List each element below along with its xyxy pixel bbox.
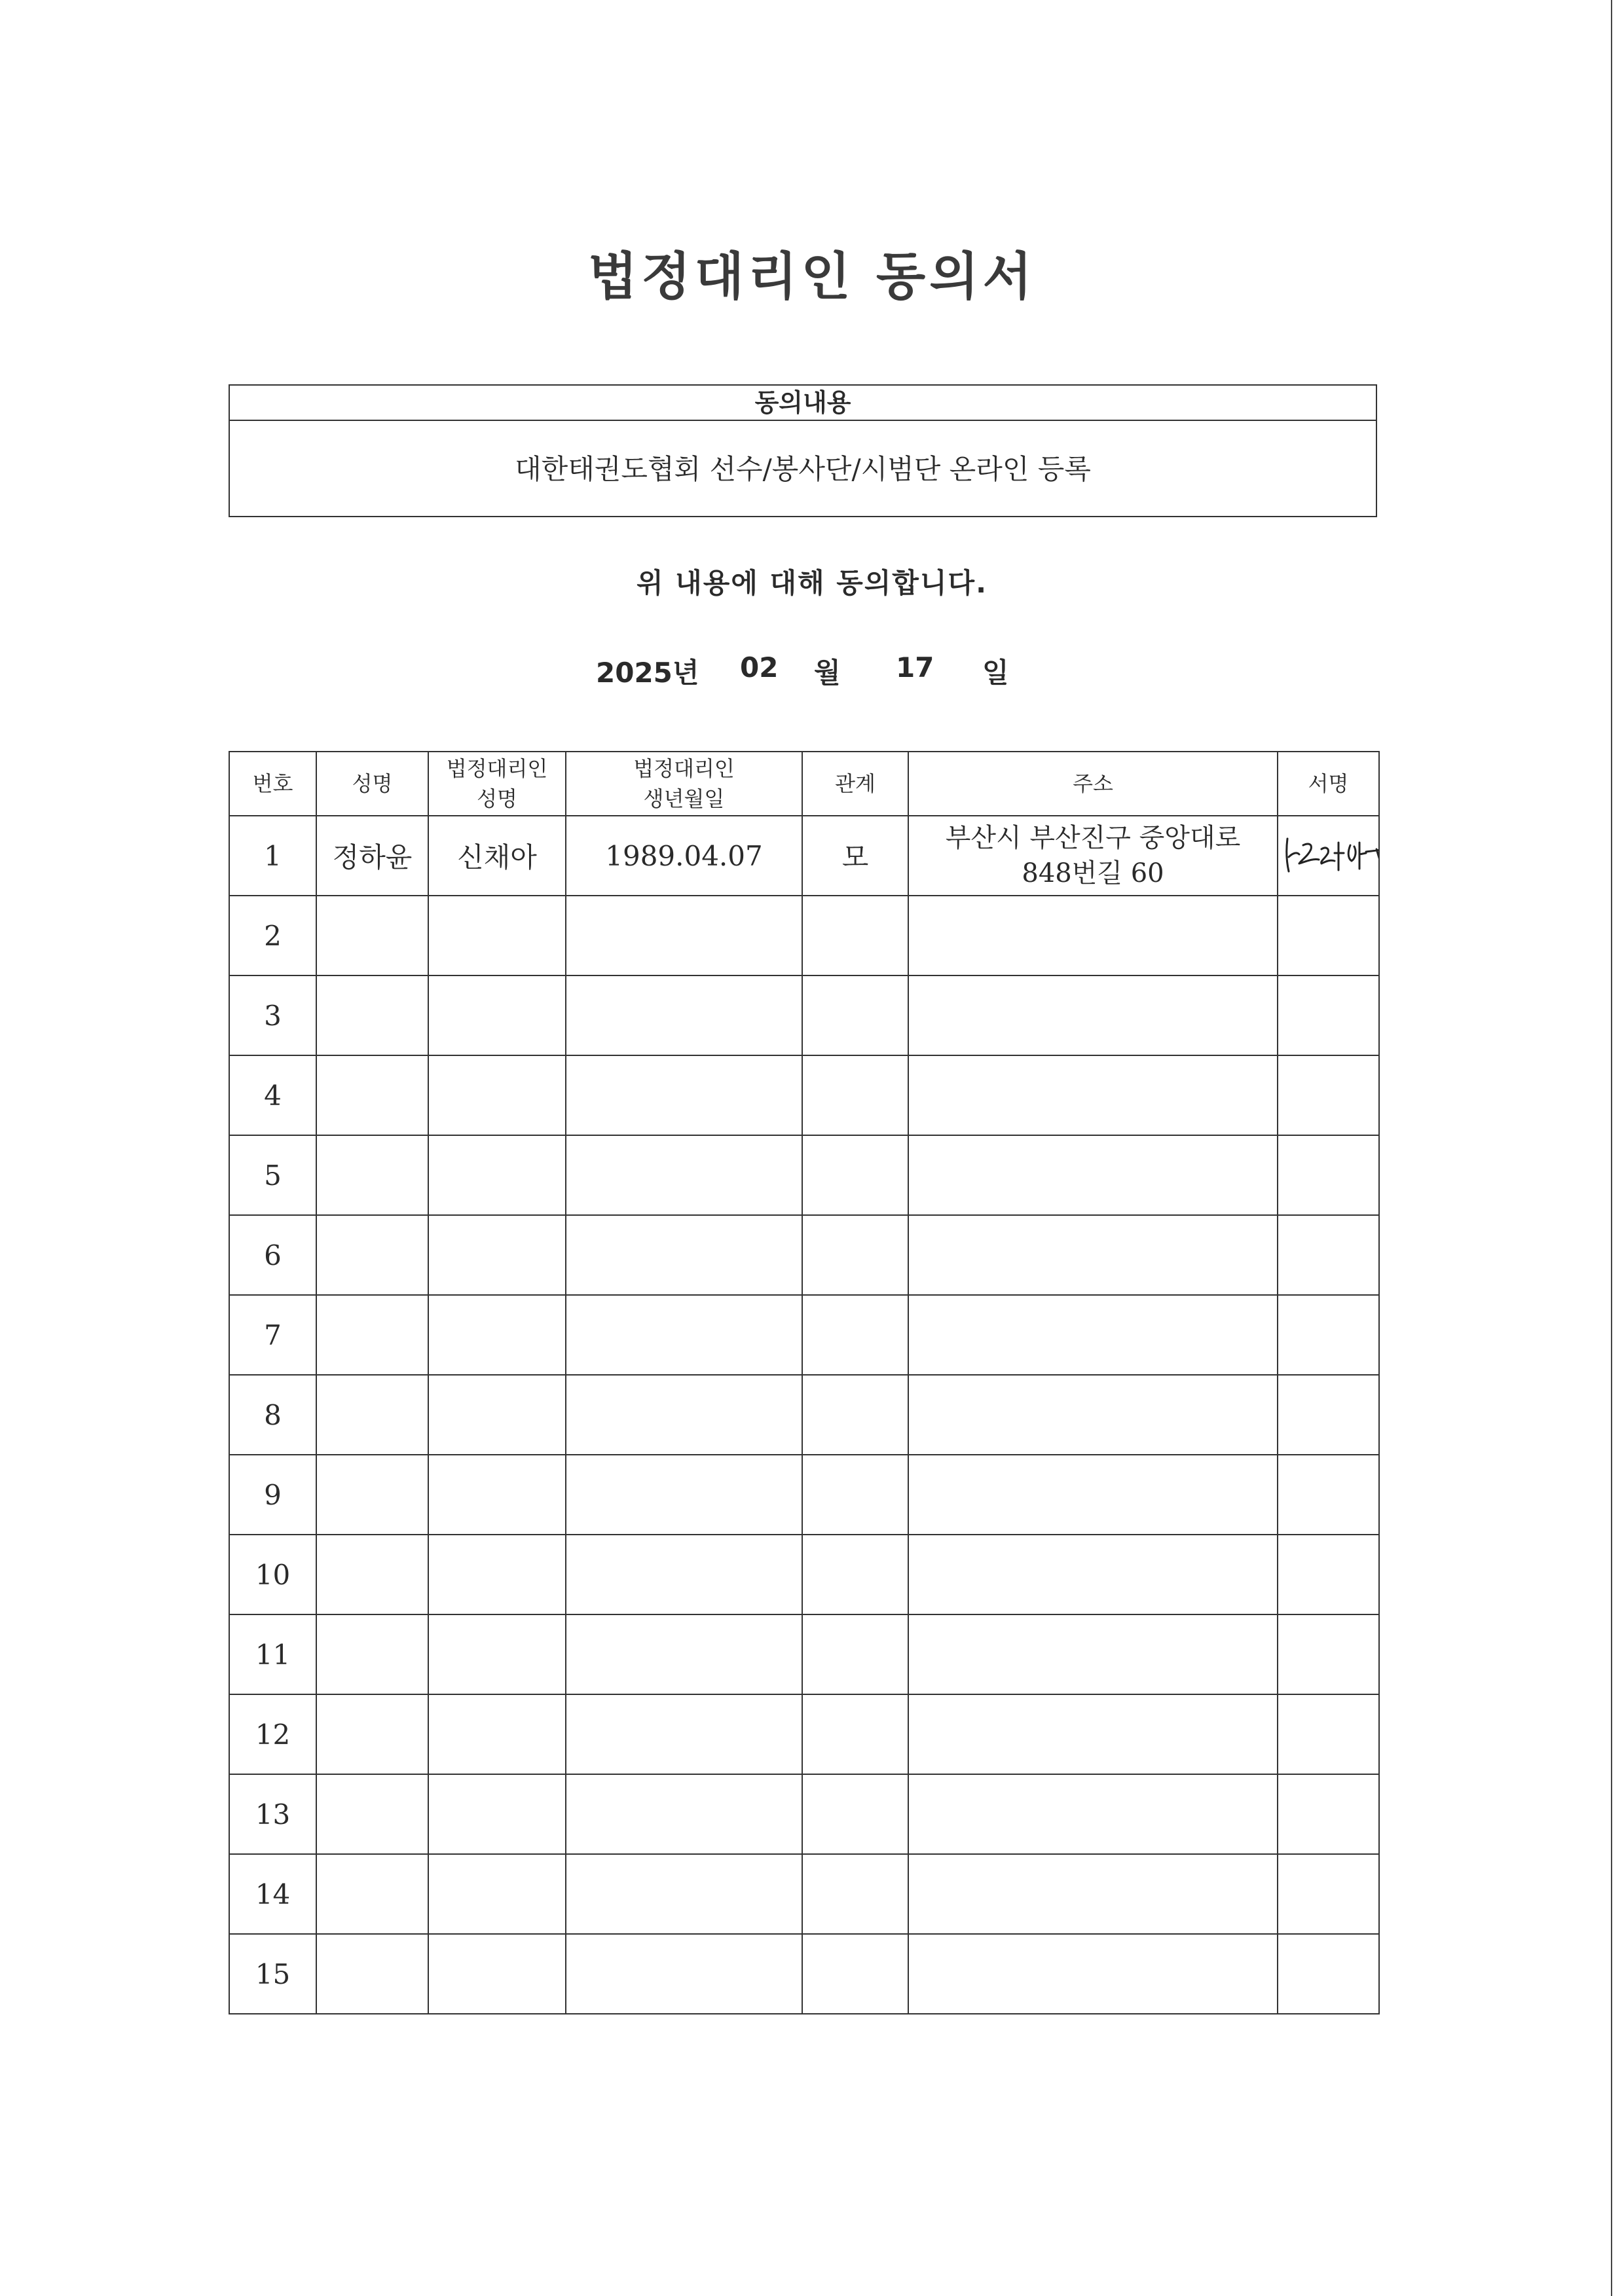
cell-guardian-name — [428, 896, 566, 975]
col-header-name-label: 성명 — [352, 771, 393, 796]
table-row — [229, 1535, 1379, 1614]
cell-address-text: 부산시 부산진구 중앙대로 848번길 60 — [945, 823, 1241, 888]
cell-no-text: 4 — [264, 1079, 282, 1112]
col-header-guardian-birth-label: 법정대리인 생년월일 — [633, 756, 735, 811]
cell-address — [908, 1774, 1278, 1854]
cell-no — [229, 1854, 316, 1934]
cell-name-text: 정하윤 — [332, 841, 413, 873]
cell-relation — [802, 1774, 908, 1854]
cell-relation — [802, 1215, 908, 1295]
cell-signature — [1278, 1295, 1379, 1375]
col-header-guardian-birth — [566, 752, 802, 816]
cell-name — [316, 1055, 428, 1135]
cell-no-text: 5 — [264, 1159, 282, 1192]
cell-no-text: 13 — [255, 1798, 291, 1831]
cell-name — [316, 816, 428, 896]
cell-guardian-name — [428, 975, 566, 1055]
cell-guardian-birth — [566, 975, 802, 1055]
col-header-guardian-name — [428, 752, 566, 816]
agreement-statement: 위 내용에 대해 동의합니다. — [636, 567, 988, 599]
cell-signature — [1278, 1854, 1379, 1934]
cell-name — [316, 1694, 428, 1774]
cell-name — [316, 896, 428, 975]
cell-guardian-name — [428, 1295, 566, 1375]
consent-header: 동의내용 — [230, 386, 1376, 421]
cell-relation — [802, 1535, 908, 1614]
cell-guardian-name — [428, 1614, 566, 1694]
date-month-unit: 월 — [814, 657, 841, 689]
col-header-signature-label: 서명 — [1308, 771, 1349, 796]
cell-address — [908, 816, 1278, 896]
cell-address — [908, 1535, 1278, 1614]
date-line — [0, 651, 1624, 691]
cell-guardian-birth — [566, 1614, 802, 1694]
cell-guardian-birth — [566, 1535, 802, 1614]
cell-name — [316, 1934, 428, 2014]
cell-guardian-name — [428, 1215, 566, 1295]
table-row — [229, 1614, 1379, 1694]
cell-no — [229, 1215, 316, 1295]
consent-box — [229, 384, 1377, 517]
cell-no — [229, 1455, 316, 1535]
cell-no — [229, 1774, 316, 1854]
cell-signature — [1278, 1774, 1379, 1854]
table-row — [229, 816, 1379, 896]
cell-guardian-name — [428, 1375, 566, 1455]
cell-relation — [802, 1375, 908, 1455]
col-header-address — [908, 752, 1278, 816]
table-row — [229, 1774, 1379, 1854]
table-row — [229, 1055, 1379, 1135]
page-title: 법정대리인 동의서 — [588, 247, 1036, 306]
cell-guardian-birth — [566, 1934, 802, 2014]
cell-guardian-name — [428, 1455, 566, 1535]
cell-no — [229, 1055, 316, 1135]
cell-address — [908, 975, 1278, 1055]
col-header-signature — [1278, 752, 1379, 816]
cell-address — [908, 1295, 1278, 1375]
cell-signature — [1278, 1135, 1379, 1215]
cell-signature — [1278, 1215, 1379, 1295]
cell-no-text: 14 — [255, 1878, 291, 1910]
cell-address — [908, 1055, 1278, 1135]
cell-guardian-birth — [566, 1135, 802, 1215]
date-month: 02 — [740, 651, 779, 683]
cell-relation — [802, 1854, 908, 1934]
cell-relation — [802, 896, 908, 975]
cell-no-text: 2 — [264, 919, 282, 952]
cell-relation — [802, 816, 908, 896]
cell-relation — [802, 975, 908, 1055]
col-header-name — [316, 752, 428, 816]
cell-guardian-name — [428, 1535, 566, 1614]
cell-guardian-name — [428, 1135, 566, 1215]
cell-no — [229, 1614, 316, 1694]
table-row — [229, 1375, 1379, 1455]
cell-no — [229, 1535, 316, 1614]
cell-no-text: 8 — [264, 1398, 282, 1431]
table-row — [229, 896, 1379, 975]
cell-guardian-name — [428, 1934, 566, 2014]
table-row — [229, 1135, 1379, 1215]
cell-name — [316, 1535, 428, 1614]
table-row — [229, 1295, 1379, 1375]
handwritten-signature — [1278, 823, 1379, 882]
cell-no-text: 12 — [255, 1718, 291, 1751]
cell-guardian-name — [428, 1055, 566, 1135]
cell-guardian-birth — [566, 1854, 802, 1934]
col-header-no-label: 번호 — [252, 771, 293, 796]
cell-no — [229, 975, 316, 1055]
cell-address — [908, 1934, 1278, 2014]
cell-guardian-name — [428, 1854, 566, 1934]
cell-guardian-birth — [566, 1215, 802, 1295]
col-header-guardian-name-label: 법정대리인 성명 — [446, 756, 548, 811]
cell-relation — [802, 1295, 908, 1375]
cell-signature — [1278, 1455, 1379, 1535]
page-edge — [1611, 0, 1612, 2296]
cell-no — [229, 816, 316, 896]
table-header-row — [229, 752, 1379, 816]
cell-signature — [1278, 1535, 1379, 1614]
cell-signature — [1278, 975, 1379, 1055]
cell-no — [229, 896, 316, 975]
cell-no-text: 3 — [264, 999, 282, 1032]
cell-address — [908, 1215, 1278, 1295]
cell-signature — [1278, 1375, 1379, 1455]
guardian-table — [229, 751, 1380, 2014]
cell-address — [908, 1614, 1278, 1694]
cell-no-text: 6 — [264, 1239, 282, 1271]
cell-name — [316, 975, 428, 1055]
cell-guardian-birth — [566, 1295, 802, 1375]
cell-guardian-birth — [566, 1375, 802, 1455]
cell-guardian-birth-text: 1989.04.07 — [605, 839, 763, 872]
cell-signature — [1278, 1694, 1379, 1774]
table-row — [229, 1455, 1379, 1535]
cell-signature — [1278, 1055, 1379, 1135]
cell-no — [229, 1934, 316, 2014]
cell-guardian-birth — [566, 1694, 802, 1774]
cell-guardian-name — [428, 1774, 566, 1854]
cell-relation-text: 모 — [841, 841, 869, 873]
cell-relation — [802, 1614, 908, 1694]
col-header-no — [229, 752, 316, 816]
cell-guardian-birth — [566, 1774, 802, 1854]
cell-guardian-name — [428, 1694, 566, 1774]
cell-name — [316, 1295, 428, 1375]
cell-relation — [802, 1455, 908, 1535]
cell-address — [908, 1455, 1278, 1535]
cell-no — [229, 1694, 316, 1774]
table-row — [229, 1934, 1379, 2014]
cell-name — [316, 1614, 428, 1694]
col-header-relation — [802, 752, 908, 816]
cell-signature — [1278, 1934, 1379, 2014]
cell-address — [908, 1375, 1278, 1455]
cell-relation — [802, 1055, 908, 1135]
cell-name — [316, 1854, 428, 1934]
cell-name — [316, 1455, 428, 1535]
cell-name — [316, 1215, 428, 1295]
cell-guardian-name-text: 신채아 — [457, 841, 537, 873]
cell-no-text: 7 — [264, 1319, 282, 1351]
cell-no-text: 9 — [264, 1478, 282, 1511]
cell-address — [908, 896, 1278, 975]
cell-no — [229, 1135, 316, 1215]
cell-no-text: 11 — [255, 1638, 291, 1671]
cell-relation — [802, 1694, 908, 1774]
cell-guardian-birth — [566, 896, 802, 975]
cell-signature — [1278, 896, 1379, 975]
cell-signature — [1278, 816, 1379, 896]
cell-no-text: 10 — [255, 1558, 291, 1591]
date-year: 2025년 — [596, 657, 699, 689]
col-header-relation-label: 관계 — [835, 771, 876, 796]
cell-name — [316, 1375, 428, 1455]
cell-address — [908, 1694, 1278, 1774]
table-row — [229, 1215, 1379, 1295]
consent-body: 대한태권도협회 선수/봉사단/시범단 온라인 등록 — [515, 453, 1091, 485]
date-day: 17 — [896, 651, 934, 683]
cell-guardian-name — [428, 816, 566, 896]
cell-guardian-birth — [566, 1055, 802, 1135]
cell-no — [229, 1375, 316, 1455]
cell-no-text: 1 — [264, 839, 282, 872]
table-row — [229, 1854, 1379, 1934]
table-row — [229, 1694, 1379, 1774]
cell-address — [908, 1854, 1278, 1934]
date-day-unit: 일 — [982, 657, 1009, 689]
table-row — [229, 975, 1379, 1055]
cell-address — [908, 1135, 1278, 1215]
cell-guardian-birth — [566, 816, 802, 896]
cell-relation — [802, 1135, 908, 1215]
cell-guardian-birth — [566, 1455, 802, 1535]
cell-relation — [802, 1934, 908, 2014]
cell-no — [229, 1295, 316, 1375]
cell-name — [316, 1774, 428, 1854]
col-header-address-label: 주소 — [1073, 771, 1113, 796]
cell-signature — [1278, 1614, 1379, 1694]
cell-no-text: 15 — [255, 1958, 291, 1990]
cell-name — [316, 1135, 428, 1215]
